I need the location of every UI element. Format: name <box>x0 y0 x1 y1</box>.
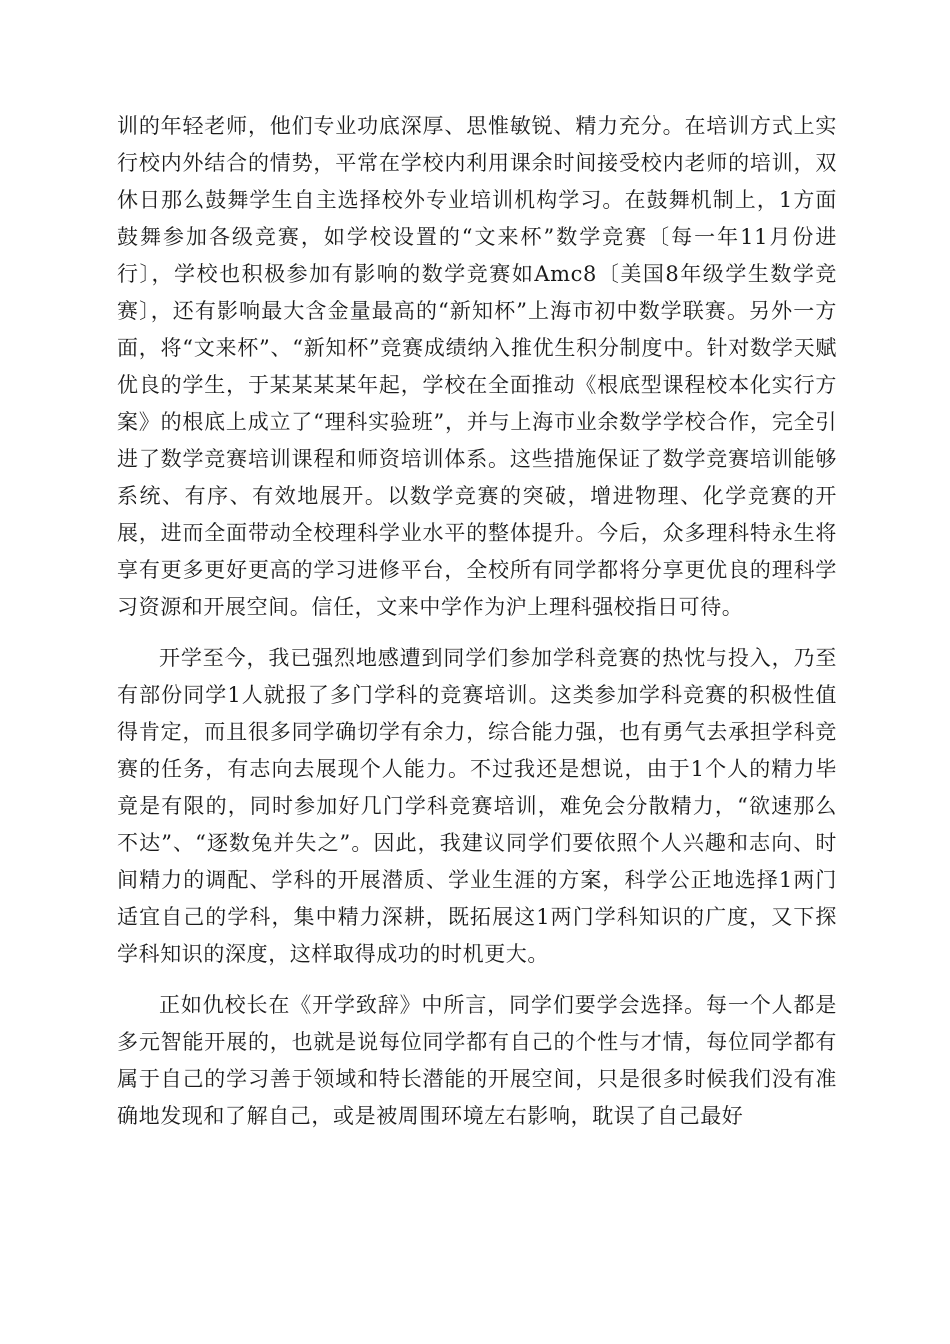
paragraph-gap <box>117 973 837 987</box>
paragraph-3: 正如仇校长在《开学致辞》中所言，同学们要学会选择。每一个人都是多元智能开展的，也就是说每位同学都有自己的个性与才情，每位同学都有属于自己的学习善于领域和特长潜能的开展空间，只是很多时候我们没有准确地发现和了解自己，或是被周围环境左右影响，耽误了自己最好 <box>117 993 837 1128</box>
paragraph-2: 开学至今，我已强烈地感遭到同学们参加学科竞赛的热忱与投入，乃至有部份同学1人就报了多门学科的竞赛培训。这类参加学科竞赛的积极性值得肯定，而且很多同学确切学有余力，综合能力强，也有勇气去承担学科竞赛的任务，有志向去展现个人能力。不过我还是想说，由于1个人的精力毕竟是有限的，同时参加好几门学科竞赛培训，难免会分散精力，“欲速那么不达”、“逐数兔并失之”。因此，我建议同学们要依照个人兴趣和志向、时间精力的调配、学科的开展潜质、学业生涯的方案，科学公正地选择1两门适宜自己的学科，集中精力深耕，既拓展这1两门学科知识的广度，又下探学科知识的深度，这样取得成功的时机更大。 <box>117 646 837 966</box>
paragraph-gap <box>117 626 837 640</box>
paragraph-1: 训的年轻老师，他们专业功底深厚、思惟敏锐、精力充分。在培训方式上实行校内外结合的情势，平常在学校内利用课余时间接受校内老师的培训，双休日那么鼓舞学生自主选择校外专业培训机构学习。在鼓舞机制上，1方面鼓舞参加各级竞赛，如学校设置的“文来杯”数学竞赛〔每一年11月份进行〕，学校也积极参加有影响的数学竞赛如Amc8〔美国8年级学生数学竞赛〕，还有影响最大含金量最高的“新知杯”上海市初中数学联赛。另外一方面，将“文来杯”、“新知杯”竞赛成绩纳入推优生积分制度中。针对数学天赋优良的学生，于某某某某年起，学校在全面推动《根底型课程校本化实行方案》的根底上成立了“理科实验班”，并与上海市业余数学学校合作，完全引进了数学竞赛培训课程和师资培训体系。这些措施保证了数学竞赛培训能够系统、有序、有效地展开。以数学竞赛的突破，增进物理、化学竞赛的开展，进而全面带动全校理科学业水平的整体提升。今后，众多理科特永生将享有更多更好更高的学习进修平台，全校所有同学都将分享更优良的理科学习资源和开展空间。信任，文来中学作为沪上理科强校指日可待。 <box>117 114 837 619</box>
